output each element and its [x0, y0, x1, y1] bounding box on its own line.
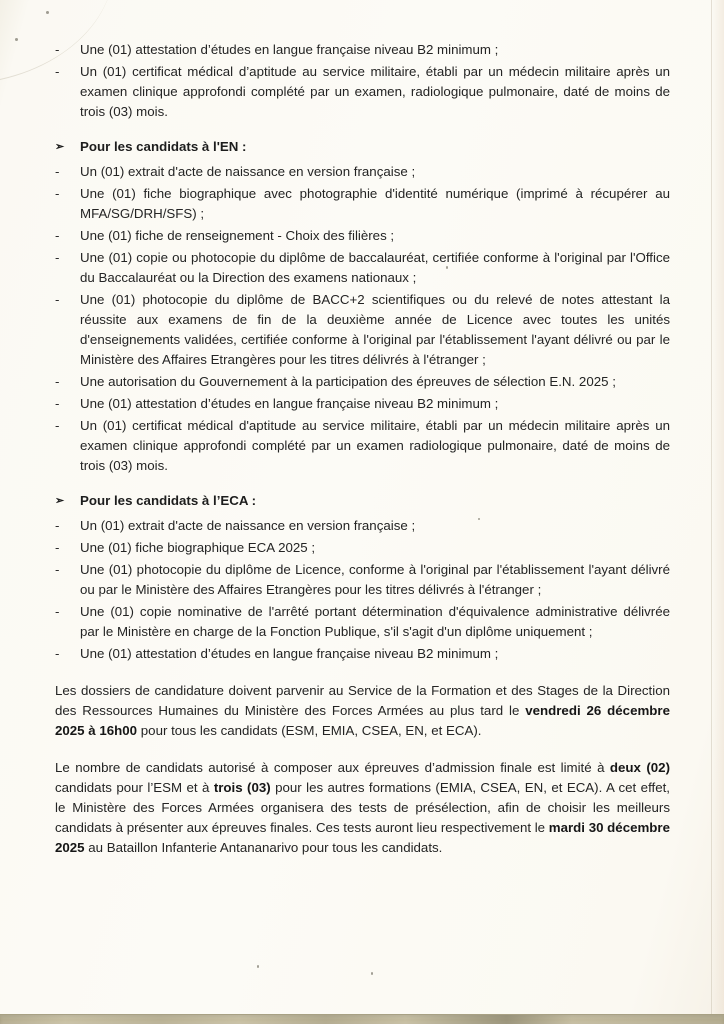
- list-item-text: Un (01) certificat médical d'aptitude au service militaire, établi par un médecin militaire après un examen clinique approfondi complété par un examen radiologique pulmonaire, daté de moins de trois (03) mois.: [80, 418, 670, 473]
- bold-text: vendredi 26 décembre 2025 à 16h00: [55, 703, 670, 738]
- list-item: [55, 538, 670, 558]
- bullet-dash: -: [55, 164, 60, 179]
- section-heading-text: Pour les candidats à l'EN :: [80, 139, 247, 154]
- list-item: [55, 602, 670, 642]
- bullet-dash: -: [55, 292, 60, 307]
- list-item-text: Une autorisation du Gouvernement à la participation des épreuves de sélection E.N. 2025 ;: [80, 374, 616, 389]
- scan-speck: [15, 38, 18, 41]
- bullet-dash: -: [55, 250, 60, 265]
- paragraph: Les dossiers de candidature doivent parvenir au Service de la Formation et des Stages de la Direction des Ressources Humaines du Ministère des Forces Armées au plus tard le vendredi 26 décembre 2025 à 16h00 pour tous les candidats (ESM, EMIA, CSEA, EN, et ECA).: [55, 683, 670, 738]
- scan-speck: [478, 518, 480, 520]
- list-item-text: Une (01) photocopie du diplôme de Licence, conforme à l'original par l'établissement l'ayant délivré ou par le Ministère des Affaires Etrangères pour les titres délivrés à l'étranger ;: [80, 562, 670, 597]
- scan-bottom-edge: [0, 1014, 724, 1024]
- list-item-text: Une (01) copie ou photocopie du diplôme de baccalauréat, certifiée conforme à l'original par l'Office du Baccalauréat ou la Direction des examens nationaux ;: [80, 250, 670, 285]
- scan-speck: [46, 11, 49, 14]
- candidate-sections: [55, 137, 670, 664]
- list-item: [55, 516, 670, 536]
- document-content: [55, 40, 670, 858]
- scan-speck: [257, 965, 259, 968]
- bullet-dash: -: [55, 418, 60, 433]
- scan-right-edge-shade: [712, 0, 724, 1015]
- bullet-dash: -: [55, 374, 60, 389]
- list-item: [55, 40, 670, 60]
- bullet-dash: -: [55, 396, 60, 411]
- list-item-text: Une (01) fiche de renseignement - Choix des filières ;: [80, 228, 395, 243]
- list-item-text: Un (01) certificat médical d’aptitude au service militaire, établi par un médecin militaire après un examen clinique approfondi complété par un examen, radiologique pulmonaire, daté de moins de trois (03) mois.: [80, 64, 670, 119]
- section-heading: [55, 137, 670, 157]
- bold-text: trois (03): [213, 780, 271, 795]
- list-item-text: Une (01) attestation d’études en langue française niveau B2 minimum ;: [80, 396, 499, 411]
- section-heading: [55, 491, 670, 511]
- list-item: [55, 162, 670, 182]
- list-item-text: Une (01) fiche biographique avec photographie d'identité numérique (imprimé à récupérer au MFA/SG/DRH/SFS) ;: [80, 186, 670, 221]
- section-heading-text: Pour les candidats à l’ECA :: [80, 493, 257, 508]
- list-item: [55, 62, 670, 122]
- list-item-text: Une (01) copie nominative de l'arrêté portant détermination d'équivalence administrative délivrée par le Ministère en charge de la Fonction Publique, s'il s'agit d'un diplôme uniquement ;: [80, 604, 670, 639]
- bullet-dash: -: [55, 42, 60, 57]
- scan-speck: [371, 972, 373, 975]
- scan-speck: [446, 266, 448, 269]
- list-item-text: Un (01) extrait d'acte de naissance en version française ;: [80, 164, 416, 179]
- list-item: [55, 184, 670, 224]
- list-item-text: Une (01) attestation d’études en langue française niveau B2 minimum ;: [80, 646, 499, 661]
- list-item-text: Un (01) extrait d'acte de naissance en version française ;: [80, 518, 416, 533]
- list-item: [55, 416, 670, 476]
- list-item-text: Une (01) photocopie du diplôme de BACC+2 scientifiques ou du relevé de notes attestant la réussite aux examens de fin de la deuxième année de Licence avec toutes les unités d'enseignements validées, certifiée conforme à l'original par l'établissement l'ayant délivré ou par le Ministère des Affaires Etrangères pour les titres délivrés à l'étranger ;: [80, 292, 670, 367]
- arrow-bullet-icon: ➢: [55, 495, 65, 507]
- bullet-dash: -: [55, 604, 60, 619]
- bullet-dash: -: [55, 562, 60, 577]
- list-item: [55, 290, 670, 370]
- bullet-dash: -: [55, 228, 60, 243]
- bullet-dash: -: [55, 646, 60, 661]
- bullet-dash: -: [55, 518, 60, 533]
- list-item: [55, 644, 670, 664]
- list-item-text: Une (01) fiche biographique ECA 2025 ;: [80, 540, 316, 555]
- paragraph: Le nombre de candidats autorisé à composer aux épreuves d’admission finale est limité à deux (02) candidats pour l’ESM et à trois (03) pour les autres formations (EMIA, CSEA, EN, et ECA). A cet effet, le Ministère des Forces Armées organisera des tests de présélection, afin de choisir les meilleurs candidats à présenter aux épreuves finales. Ces tests auront lieu respectivement le mardi 30 décembre 2025 au Bataillon Infanterie Antananarivo pour tous les candidats.: [55, 760, 670, 855]
- closing-paragraphs: [55, 681, 670, 858]
- list-item: [55, 560, 670, 600]
- list-item: [55, 248, 670, 288]
- list-item: [55, 394, 670, 414]
- bullet-dash: -: [55, 186, 60, 201]
- list-item-text: Une (01) attestation d’études en langue française niveau B2 minimum ;: [80, 42, 499, 57]
- list-item: [55, 372, 670, 392]
- bullet-dash: -: [55, 540, 60, 555]
- bold-text: mardi 30 décembre 2025: [55, 820, 670, 855]
- requirements-list-continued: [55, 40, 670, 122]
- list-item: [55, 226, 670, 246]
- arrow-bullet-icon: ➢: [55, 141, 65, 153]
- bullet-dash: -: [55, 64, 60, 79]
- bold-text: deux (02): [609, 760, 670, 775]
